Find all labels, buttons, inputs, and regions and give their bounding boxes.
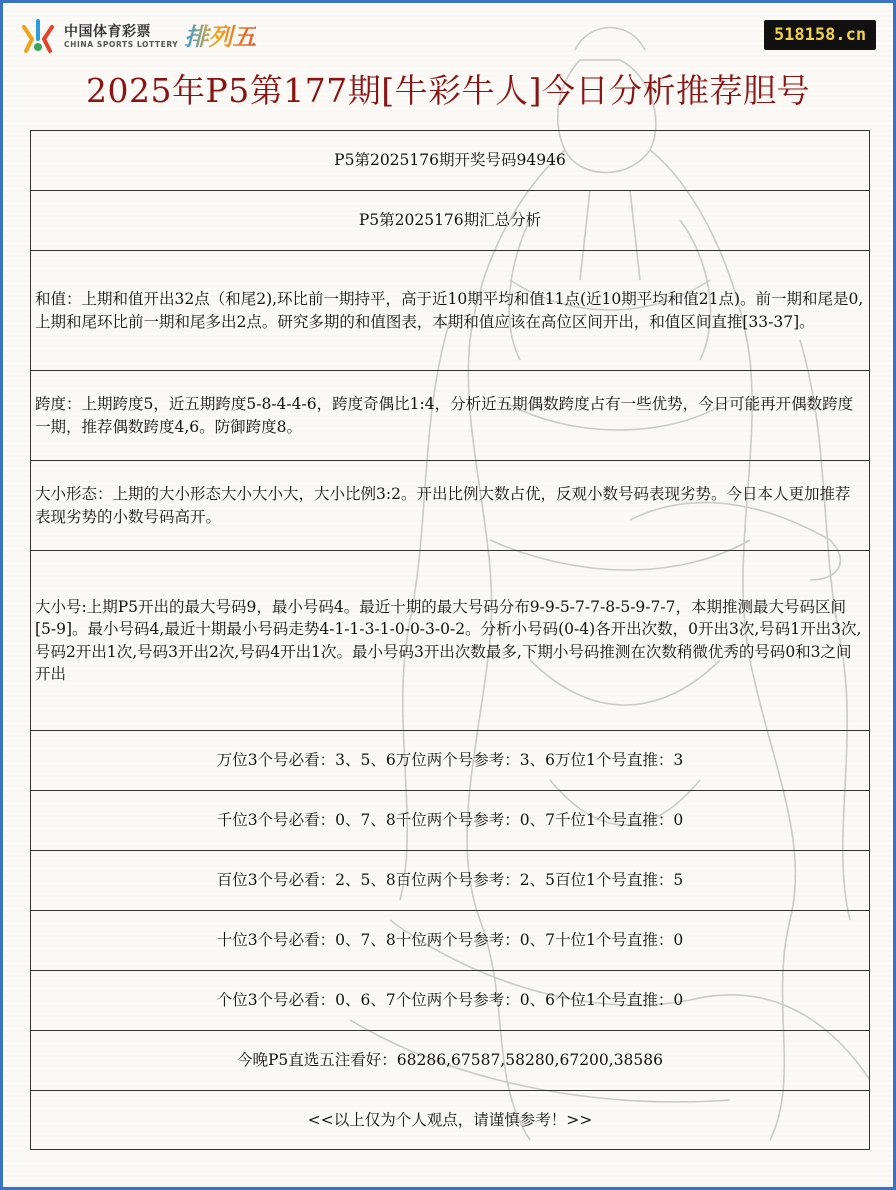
units-pick-text: 个位3个号必看：0、6、7个位两个号参考：0、6个位1个号直推：0 (216, 991, 684, 1010)
table-row-units (31, 971, 869, 1031)
site-url-badge[interactable]: 518158.cn (764, 20, 876, 50)
span-analysis-text: 跨度：上期跨度5，近五期跨度5-8-4-4-6，跨度奇偶比1:4，分析近五期偶数跨度占有一些优势，今日可能再开偶数跨度一期，推荐偶数跨度4,6。防御跨度8。 (35, 395, 854, 436)
tonight-picks-text: 今晚P5直选五注看好：68286,67587,58280,67200,38586 (236, 1051, 664, 1070)
sum-analysis-text: 和值：上期和值开出32点（和尾2),环比前一期持平，高于近10期平均和值11点(近10期平均和值21点)。前一期和尾是0,上期和尾环比前一期和尾多出2点。研究多期的和值图表，本期和值应该在高位区间开出，和值区间直推[33-37]。 (35, 290, 864, 331)
disclaimer-text: <<以上仅为个人观点，请谨慎参考！>> (307, 1110, 593, 1129)
table-row-tonight-picks (31, 1031, 869, 1091)
table-row-size-pattern (31, 461, 869, 551)
analysis-table (30, 130, 870, 1150)
logo-english-name: CHINA SPORTS LOTTERY (64, 40, 179, 49)
max-min-number-text: 大小号:上期P5开出的最大号码9，最小号码4。最近十期的最大号码分布9-9-5-7-7-8-5-9-7-7，本期推测最大号码区间[5-9]。最小号码4,最近十期最小号码走势4-1-1-3-1-0-0-3-0-2。分析小号码(0-4)各开出次数，0开出3次,号码1开出3次,号码2开出1次,号码3开出2次,号码4开出1次。最小号码3开出次数最多,下期小号码推测在次数稍微优秀的号码0和3之间开出 (35, 597, 862, 683)
china-sports-lottery-logo-icon (18, 17, 58, 57)
logo-text (64, 24, 178, 50)
thousands-pick-text: 千位3个号必看：0、7、8千位两个号参考：0、7千位1个号直推：0 (216, 811, 684, 830)
table-row-sum-analysis (31, 251, 869, 371)
header-logo-group (18, 16, 256, 58)
size-pattern-text: 大小形态：上期的大小形态大小大小大，大小比例3:2。开出比例大数占优，反观小数号码表现劣势。今日本人更加推荐表现劣势的小数号码高开。 (35, 485, 851, 526)
ten-thousands-pick-text: 万位3个号必看：3、5、6万位两个号参考：3、6万位1个号直推：3 (216, 751, 684, 770)
table-row-draw-result (31, 131, 869, 191)
page-title: 2025年P5第177期[牛彩牛人]今日分析推荐胆号 (86, 71, 810, 110)
game-name-logo: 排列五 (184, 23, 257, 51)
table-row-summary-heading (31, 191, 869, 251)
table-row-disclaimer (31, 1091, 869, 1149)
table-row-ten-thousands (31, 731, 869, 791)
table-row-hundreds (31, 851, 869, 911)
hundreds-pick-text: 百位3个号必看：2、5、8百位两个号参考：2、5百位1个号直推：5 (216, 871, 684, 890)
table-row-max-min-number (31, 551, 869, 731)
tens-pick-text: 十位3个号必看：0、7、8十位两个号参考：0、7十位1个号直推：0 (216, 931, 684, 950)
draw-result-text: P5第2025176期开奖号码94946 (334, 151, 566, 170)
logo-chinese-name: 中国体育彩票 (64, 24, 151, 40)
table-row-tens (31, 911, 869, 971)
table-row-span-analysis (31, 371, 869, 461)
table-row-thousands (31, 791, 869, 851)
summary-heading-text: P5第2025176期汇总分析 (358, 211, 542, 230)
